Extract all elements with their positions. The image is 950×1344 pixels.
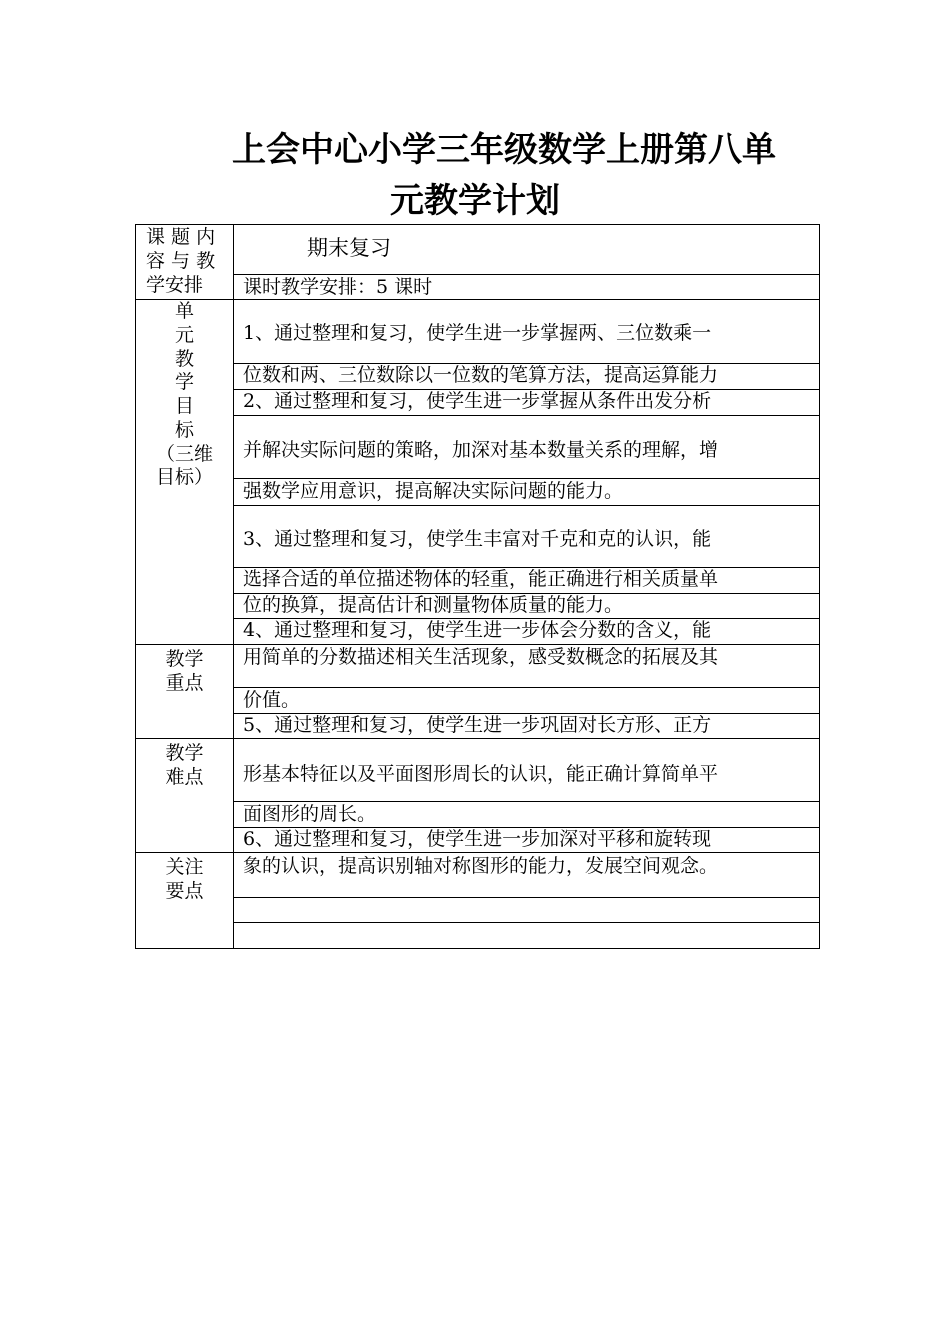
row-divider: [135, 852, 820, 853]
label-line: 单: [174, 300, 194, 322]
content-line: 选择合适的单位描述物体的轻重，能正确进行相关质量单: [243, 568, 719, 590]
label-line: 学: [174, 371, 194, 394]
content-line: 3、通过整理和复习，使学生丰富对千克和克的认识，能: [243, 528, 712, 550]
table-border-right: [819, 224, 820, 949]
label-line: 目: [174, 395, 194, 417]
label-line: 重点: [165, 671, 204, 694]
label-line: 标: [174, 418, 194, 441]
row-divider: [233, 801, 820, 802]
content-line: 面图形的周长。: [243, 803, 377, 825]
content-line: 用简单的分数描述相关生活现象，感受数概念的拓展及其: [243, 646, 719, 668]
content-line: 价值。: [243, 689, 301, 711]
content-line: 位数和两、三位数除以一位数的笔算方法，提高运算能力: [243, 364, 719, 386]
row-divider: [233, 505, 820, 506]
content-line: 1、通过整理和复习，使学生进一步掌握两、三位数乘一: [243, 322, 712, 344]
row-divider: [233, 687, 820, 688]
document-title-line-1: 上会中心小学三年级数学上册第八单: [232, 130, 776, 170]
label-line: （三维: [155, 442, 213, 465]
class-hours: 课时教学安排：5 课时: [243, 276, 433, 298]
label-line: 教学: [165, 742, 204, 764]
row-divider: [233, 274, 820, 275]
label-line: 学安排: [146, 273, 204, 296]
label-line: 关注: [165, 856, 204, 878]
label-focus-points: [136, 856, 233, 904]
content-line: 6、通过整理和复习，使学生进一步加深对平移和旋转现: [243, 828, 712, 850]
content-line: 4、通过整理和复习，使学生进一步体会分数的含义，能: [243, 619, 712, 641]
row-divider: [233, 922, 820, 923]
label-line: 教: [174, 347, 194, 370]
row-divider: [135, 738, 820, 739]
row-divider: [233, 897, 820, 898]
table-border-bottom: [135, 948, 820, 949]
label-line: 难点: [165, 765, 204, 788]
label-line: 容 与 教: [146, 249, 216, 272]
content-line: 象的认识，提高识别轴对称图形的能力，发展空间观念。: [243, 855, 719, 877]
row-divider: [135, 299, 820, 300]
label-line: 教学: [165, 648, 204, 670]
row-divider: [135, 644, 820, 645]
topic-value: 期末复习: [307, 236, 391, 260]
label-teaching-key: [136, 648, 233, 696]
content-line: 强数学应用意识，提高解决实际问题的能力。: [243, 480, 624, 502]
content-line: 并解决实际问题的策略，加深对基本数量关系的理解，增: [243, 439, 719, 461]
label-unit-goals: [136, 300, 233, 490]
content-line: 位的换算，提高估计和测量物体质量的能力。: [243, 594, 624, 616]
content-line: 形基本特征以及平面图形周长的认识，能正确计算简单平: [243, 763, 719, 785]
table-column-divider: [233, 224, 234, 949]
row-divider: [233, 478, 820, 479]
label-line: 元: [174, 323, 194, 346]
document-title-line-2: 元教学计划: [390, 181, 560, 221]
content-line: 2、通过整理和复习，使学生进一步掌握从条件出发分析: [243, 390, 712, 412]
content-line: 5、通过整理和复习，使学生进一步巩固对长方形、正方: [243, 714, 712, 736]
row-divider: [233, 415, 820, 416]
label-line: 要点: [165, 879, 204, 902]
label-line: 目标）: [155, 466, 213, 489]
label-line: 课 题 内: [146, 226, 216, 248]
label-teaching-difficulty: [136, 742, 233, 790]
label-course-content: [136, 226, 233, 297]
table-border-top: [135, 224, 820, 225]
